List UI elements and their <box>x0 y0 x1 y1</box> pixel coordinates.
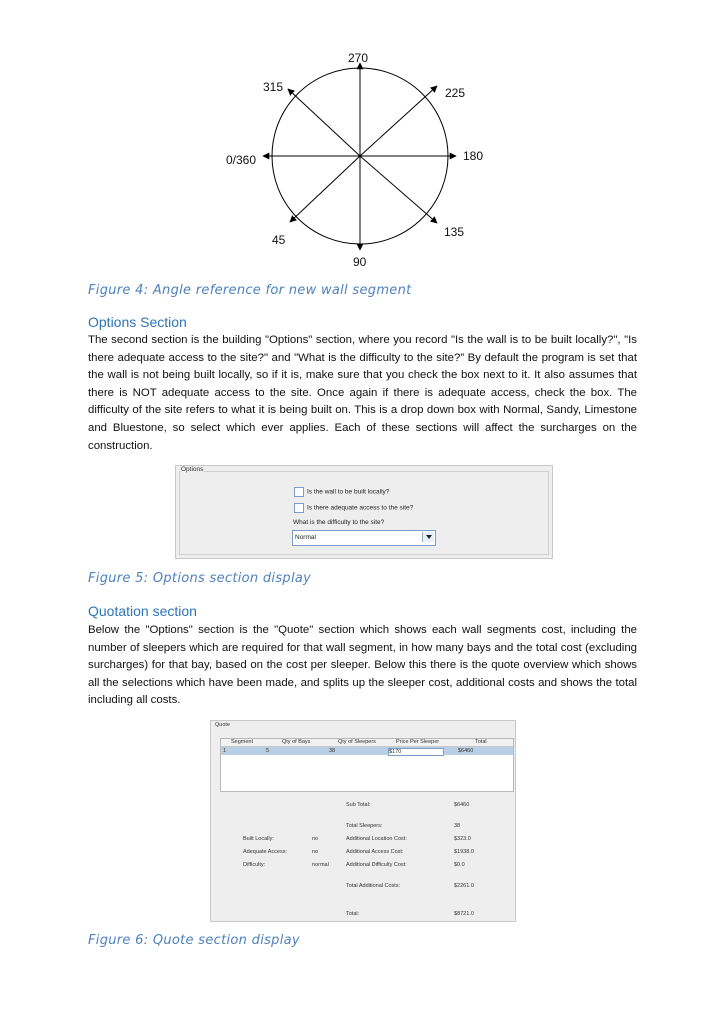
quotation-section-heading: Quotation section <box>88 603 197 619</box>
arrow-45 <box>290 156 360 222</box>
label-225: 225 <box>445 86 466 100</box>
difficulty-cost-value: $0.0 <box>454 862 465 868</box>
arrow-135 <box>360 156 437 223</box>
label-180: 180 <box>463 149 484 163</box>
row-qty-bays: 5 <box>266 748 270 754</box>
arrow-315 <box>288 89 360 156</box>
options-section-heading: Options Section <box>88 314 187 330</box>
options-panel-title: Options <box>181 466 204 473</box>
arrow-225 <box>360 86 437 156</box>
angle-reference-diagram <box>0 0 724 280</box>
difficulty-cost-label: Additional Difficulty Cost: <box>346 862 407 868</box>
quote-table[interactable] <box>220 738 514 792</box>
built-locally-label: Is the wall to be built locally? <box>307 488 390 496</box>
difficulty-summary-label: Difficulty: <box>243 862 266 868</box>
location-cost-label: Additional Location Cost: <box>346 836 407 842</box>
adequate-access-summary-label: Adequate Access: <box>243 849 288 855</box>
difficulty-label: What is the difficulty to the site? <box>293 519 385 526</box>
label-315: 315 <box>263 80 284 94</box>
adequate-access-summary-value: no <box>312 849 319 855</box>
row-qty-sleepers: 38 <box>329 748 336 754</box>
difficulty-summary-value: normal <box>312 862 329 868</box>
total-additional-value: $2261.0 <box>454 883 474 889</box>
row-price[interactable]: $170 <box>388 748 444 756</box>
built-locally-summary-label: Built Locally: <box>243 836 274 842</box>
adequate-access-checkbox[interactable] <box>294 503 304 513</box>
label-90: 90 <box>353 255 367 269</box>
location-cost-value: $323.0 <box>454 836 471 842</box>
built-locally-checkbox-row[interactable] <box>294 487 389 497</box>
sub-total-label: Sub Total: <box>346 802 371 808</box>
quotation-section-paragraph: Below the "Options" section is the "Quote" section which shows each wall segments cost, including the number of sleepers which are required for that wall segment, in how many bays and the total cost (excluding surcharges) for that bay, based on the cost per sleeper. Below this there is the quote overview which shows all the selections which have been made, and splits up the sleeper cost, additional costs and shows the total including all costs. <box>88 624 637 707</box>
figure-4-caption: Figure 4: Angle reference for new wall segment <box>88 283 412 298</box>
label-0-360: 0/360 <box>226 153 257 167</box>
adequate-access-label: Is there adequate access to the site? <box>307 504 414 512</box>
dropdown-button[interactable] <box>422 532 434 542</box>
figure-6-caption: Figure 6: Quote section display <box>88 933 300 948</box>
label-270: 270 <box>348 51 369 65</box>
access-cost-label: Additional Access Cost: <box>346 849 404 855</box>
column-header-total[interactable]: Total <box>475 739 487 745</box>
access-cost-value: $1938.0 <box>454 849 474 855</box>
grand-total-value: $8721.0 <box>454 911 474 917</box>
adequate-access-checkbox-row[interactable] <box>294 503 413 513</box>
label-45: 45 <box>272 233 286 247</box>
sub-total-value: $6460 <box>454 802 470 808</box>
column-header-qty-sleepers[interactable]: Qty of Sleepers <box>338 739 376 745</box>
total-additional-label: Total Additional Costs: <box>346 883 401 889</box>
column-header-qty-bays[interactable]: Qty of Bays <box>282 739 311 745</box>
grand-total-label: Total: <box>346 911 360 917</box>
figure-5-caption: Figure 5: Options section display <box>88 571 312 586</box>
difficulty-select[interactable] <box>292 530 436 546</box>
quote-panel-title: Quote <box>215 722 230 728</box>
label-135: 135 <box>444 225 465 239</box>
column-header-price[interactable]: Price Per Sleeper <box>396 739 440 745</box>
row-total: $6460 <box>458 748 474 754</box>
options-section-paragraph: The second section is the building "Options" section, where you record "Is the wall is to be built locally?", "Is there adequate access to the site?" and "What is the difficulty to the site?” By default the program is set that the wall is not being built locally, so if it is, make sure that you check the box next to it. It also assumes that there is NOT adequate access to the site. Once again if there is adequate access, check the box. The difficulty of the site refers to what it is being built on. This is a drop down box with Normal, Sandy, Limestone and Bluestone, so select which ever applies. Each of these sections will affect the surcharges on the construction. <box>88 334 637 452</box>
row-segment: 1 <box>223 748 227 754</box>
chevron-down-icon <box>426 535 432 539</box>
total-sleepers-value: 38 <box>454 823 461 829</box>
options-panel <box>175 465 553 559</box>
column-header-segment[interactable]: Segment <box>231 739 254 745</box>
quote-panel <box>210 720 516 922</box>
built-locally-checkbox[interactable] <box>294 487 304 497</box>
difficulty-select-value: Normal <box>295 534 316 541</box>
total-sleepers-label: Total Sleepers: <box>346 823 383 829</box>
built-locally-summary-value: no <box>312 836 319 842</box>
